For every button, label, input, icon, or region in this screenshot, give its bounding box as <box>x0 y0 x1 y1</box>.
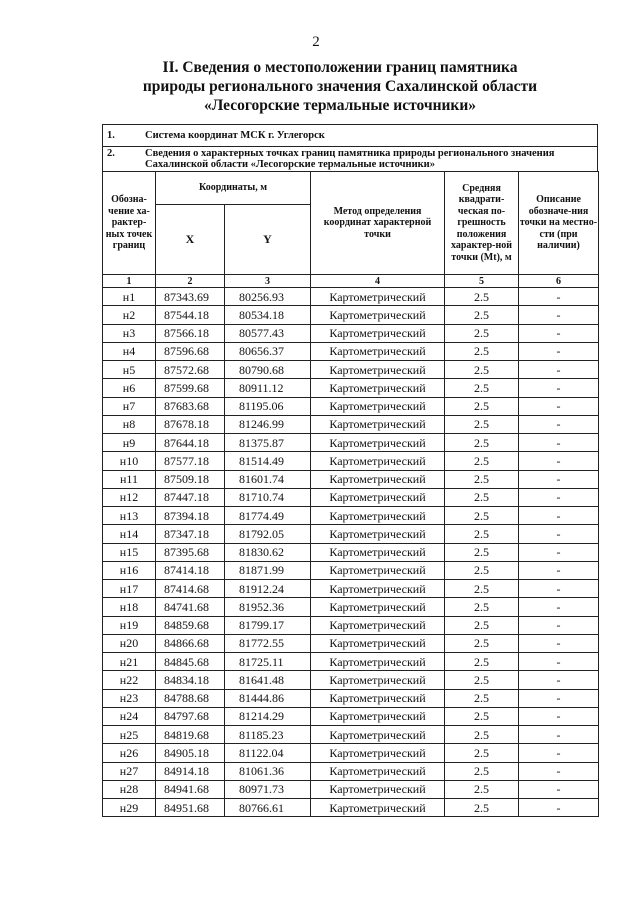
cell-x: 84941.68 <box>156 780 225 798</box>
cell-description: - <box>519 525 599 543</box>
cell-x: 84951.68 <box>156 799 225 817</box>
cell-description: - <box>519 744 599 762</box>
cell-description: - <box>519 799 599 817</box>
cell-error: 2.5 <box>445 507 519 525</box>
cell-x: 87414.18 <box>156 561 225 579</box>
cell-method: Картометрический <box>311 324 445 342</box>
cell-point-id: н3 <box>103 324 156 342</box>
cell-method: Картометрический <box>311 580 445 598</box>
cell-description: - <box>519 543 599 561</box>
header-method: Метод определения координат характерной точки <box>311 172 445 275</box>
cell-x: 87509.18 <box>156 470 225 488</box>
cell-error: 2.5 <box>445 762 519 780</box>
cell-error: 2.5 <box>445 634 519 652</box>
cell-point-id: н16 <box>103 561 156 579</box>
cell-x: 87644.18 <box>156 434 225 452</box>
cell-y: 81725.11 <box>225 653 311 671</box>
cell-point-id: н1 <box>103 288 156 306</box>
cell-error: 2.5 <box>445 525 519 543</box>
cell-error: 2.5 <box>445 780 519 798</box>
cell-x: 84797.68 <box>156 707 225 725</box>
cell-x: 87572.68 <box>156 361 225 379</box>
cell-method: Картометрический <box>311 379 445 397</box>
table-row <box>103 799 599 817</box>
cell-point-id: н4 <box>103 342 156 360</box>
cell-y: 81514.49 <box>225 452 311 470</box>
cell-description: - <box>519 488 599 506</box>
table-row <box>103 452 599 470</box>
cell-method: Картометрический <box>311 653 445 671</box>
cell-y: 81871.99 <box>225 561 311 579</box>
cell-error: 2.5 <box>445 361 519 379</box>
table-row <box>103 379 599 397</box>
cell-point-id: н10 <box>103 452 156 470</box>
cell-error: 2.5 <box>445 707 519 725</box>
header-y: Y <box>225 205 311 275</box>
cell-description: - <box>519 780 599 798</box>
column-number: 4 <box>311 275 445 288</box>
header-x: X <box>156 205 225 275</box>
section-boundary-points <box>102 146 598 171</box>
cell-x: 87577.18 <box>156 452 225 470</box>
cell-error: 2.5 <box>445 488 519 506</box>
cell-x: 87596.68 <box>156 342 225 360</box>
cell-method: Картометрический <box>311 306 445 324</box>
cell-method: Картометрический <box>311 470 445 488</box>
cell-y: 81641.48 <box>225 671 311 689</box>
cell-method: Картометрический <box>311 561 445 579</box>
cell-x: 84845.68 <box>156 653 225 671</box>
cell-point-id: н12 <box>103 488 156 506</box>
cell-method: Картометрический <box>311 288 445 306</box>
table-row <box>103 525 599 543</box>
table-row <box>103 762 599 780</box>
cell-y: 81185.23 <box>225 726 311 744</box>
table-row <box>103 634 599 652</box>
cell-x: 87566.18 <box>156 324 225 342</box>
table-row <box>103 543 599 561</box>
table-row <box>103 342 599 360</box>
header-coordinates: Координаты, м <box>156 172 311 205</box>
title-line-2: природы регионального значения Сахалинской области <box>142 78 538 95</box>
cell-x: 87394.18 <box>156 507 225 525</box>
cell-y: 81772.55 <box>225 634 311 652</box>
cell-y: 80911.12 <box>225 379 311 397</box>
cell-description: - <box>519 689 599 707</box>
cell-point-id: н26 <box>103 744 156 762</box>
cell-error: 2.5 <box>445 288 519 306</box>
column-number: 5 <box>445 275 519 288</box>
table-row <box>103 470 599 488</box>
cell-y: 81710.74 <box>225 488 311 506</box>
cell-y: 81214.29 <box>225 707 311 725</box>
cell-x: 84905.18 <box>156 744 225 762</box>
cell-y: 80766.61 <box>225 799 311 817</box>
cell-description: - <box>519 671 599 689</box>
cell-error: 2.5 <box>445 434 519 452</box>
cell-method: Картометрический <box>311 707 445 725</box>
cell-point-id: н7 <box>103 397 156 415</box>
cell-y: 81792.05 <box>225 525 311 543</box>
cell-error: 2.5 <box>445 324 519 342</box>
cell-y: 81375.87 <box>225 434 311 452</box>
cell-point-id: н17 <box>103 580 156 598</box>
section-coordinate-system <box>102 124 598 146</box>
cell-x: 87395.68 <box>156 543 225 561</box>
cell-x: 84741.68 <box>156 598 225 616</box>
cell-method: Картометрический <box>311 671 445 689</box>
cell-error: 2.5 <box>445 415 519 433</box>
cell-point-id: н6 <box>103 379 156 397</box>
cell-method: Картометрический <box>311 616 445 634</box>
cell-method: Картометрический <box>311 598 445 616</box>
section-number: 1. <box>107 130 115 141</box>
page-number: 2 <box>312 34 320 50</box>
cell-y: 81799.17 <box>225 616 311 634</box>
cell-point-id: н9 <box>103 434 156 452</box>
cell-point-id: н23 <box>103 689 156 707</box>
cell-error: 2.5 <box>445 799 519 817</box>
table-row <box>103 671 599 689</box>
cell-method: Картометрический <box>311 689 445 707</box>
cell-x: 87678.18 <box>156 415 225 433</box>
cell-point-id: н21 <box>103 653 156 671</box>
cell-error: 2.5 <box>445 452 519 470</box>
cell-description: - <box>519 434 599 452</box>
cell-y: 80790.68 <box>225 361 311 379</box>
cell-description: - <box>519 616 599 634</box>
cell-y: 80656.37 <box>225 342 311 360</box>
cell-error: 2.5 <box>445 726 519 744</box>
cell-method: Картометрический <box>311 744 445 762</box>
header-designation: Обозна-чение ха-рактер-ных точек границ <box>103 172 156 275</box>
cell-description: - <box>519 342 599 360</box>
cell-x: 84788.68 <box>156 689 225 707</box>
cell-point-id: н25 <box>103 726 156 744</box>
cell-x: 84834.18 <box>156 671 225 689</box>
table-row <box>103 488 599 506</box>
column-number: 3 <box>225 275 311 288</box>
cell-description: - <box>519 507 599 525</box>
table-row <box>103 306 599 324</box>
cell-method: Картометрический <box>311 507 445 525</box>
cell-y: 81122.04 <box>225 744 311 762</box>
cell-x: 87544.18 <box>156 306 225 324</box>
table-row <box>103 580 599 598</box>
cell-y: 80534.18 <box>225 306 311 324</box>
cell-error: 2.5 <box>445 653 519 671</box>
cell-description: - <box>519 561 599 579</box>
cell-y: 80577.43 <box>225 324 311 342</box>
cell-error: 2.5 <box>445 561 519 579</box>
cell-description: - <box>519 726 599 744</box>
table-row <box>103 324 599 342</box>
cell-error: 2.5 <box>445 598 519 616</box>
cell-x: 87414.68 <box>156 580 225 598</box>
cell-description: - <box>519 415 599 433</box>
title-line-3: «Лесогорские термальные источники» <box>203 97 477 114</box>
cell-point-id: н20 <box>103 634 156 652</box>
cell-error: 2.5 <box>445 543 519 561</box>
cell-x: 87599.68 <box>156 379 225 397</box>
cell-method: Картометрический <box>311 488 445 506</box>
section-number: 2. <box>107 148 115 159</box>
cell-point-id: н22 <box>103 671 156 689</box>
cell-error: 2.5 <box>445 689 519 707</box>
cell-error: 2.5 <box>445 379 519 397</box>
cell-method: Картометрический <box>311 799 445 817</box>
cell-y: 81830.62 <box>225 543 311 561</box>
table-row <box>103 744 599 762</box>
cell-method: Картометрический <box>311 726 445 744</box>
cell-y: 81061.36 <box>225 762 311 780</box>
cell-point-id: н5 <box>103 361 156 379</box>
coordinates-sheet <box>102 124 598 817</box>
header-error: Средняя квадрати-ческая по-грешность положения характер-ной точки (Mt), м <box>445 172 519 275</box>
cell-method: Картометрический <box>311 434 445 452</box>
cell-method: Картометрический <box>311 452 445 470</box>
cell-point-id: н24 <box>103 707 156 725</box>
cell-x: 87343.69 <box>156 288 225 306</box>
table-row <box>103 653 599 671</box>
cell-y: 81774.49 <box>225 507 311 525</box>
cell-x: 87683.68 <box>156 397 225 415</box>
cell-method: Картометрический <box>311 525 445 543</box>
section-text: Сведения о характерных точках границ памятника природы регионального значения Сахалинской области «Лесогорские термальные источники» <box>145 148 555 170</box>
cell-description: - <box>519 397 599 415</box>
table-row <box>103 507 599 525</box>
title-line-1: II. Сведения о местоположении границ памятника <box>162 59 518 76</box>
cell-point-id: н11 <box>103 470 156 488</box>
cell-point-id: н27 <box>103 762 156 780</box>
cell-error: 2.5 <box>445 671 519 689</box>
cell-description: - <box>519 580 599 598</box>
document-title <box>60 58 620 115</box>
column-number: 2 <box>156 275 225 288</box>
cell-description: - <box>519 379 599 397</box>
cell-y: 81601.74 <box>225 470 311 488</box>
cell-error: 2.5 <box>445 470 519 488</box>
cell-x: 84819.68 <box>156 726 225 744</box>
cell-y: 81246.99 <box>225 415 311 433</box>
cell-point-id: н13 <box>103 507 156 525</box>
cell-description: - <box>519 598 599 616</box>
cell-error: 2.5 <box>445 306 519 324</box>
cell-method: Картометрический <box>311 415 445 433</box>
cell-x: 84914.18 <box>156 762 225 780</box>
cell-y: 80256.93 <box>225 288 311 306</box>
cell-description: - <box>519 762 599 780</box>
table-row <box>103 561 599 579</box>
cell-point-id: н2 <box>103 306 156 324</box>
table-row <box>103 689 599 707</box>
cell-description: - <box>519 288 599 306</box>
cell-point-id: н15 <box>103 543 156 561</box>
cell-error: 2.5 <box>445 580 519 598</box>
cell-point-id: н18 <box>103 598 156 616</box>
cell-point-id: н29 <box>103 799 156 817</box>
cell-description: - <box>519 707 599 725</box>
cell-description: - <box>519 306 599 324</box>
cell-method: Картометрический <box>311 543 445 561</box>
cell-error: 2.5 <box>445 342 519 360</box>
header-description: Описание обозначе-ния точки на местно-сти (при наличии) <box>519 172 599 275</box>
cell-y: 81912.24 <box>225 580 311 598</box>
table-row <box>103 288 599 306</box>
section-text: Система координат МСК г. Углегорск <box>145 130 325 141</box>
cell-x: 87347.18 <box>156 525 225 543</box>
cell-y: 81195.06 <box>225 397 311 415</box>
cell-method: Картометрический <box>311 361 445 379</box>
cell-error: 2.5 <box>445 397 519 415</box>
coordinates-table <box>102 171 599 817</box>
cell-method: Картометрический <box>311 634 445 652</box>
column-number: 1 <box>103 275 156 288</box>
cell-method: Картометрический <box>311 762 445 780</box>
cell-point-id: н19 <box>103 616 156 634</box>
cell-description: - <box>519 361 599 379</box>
table-row <box>103 361 599 379</box>
table-row <box>103 780 599 798</box>
cell-y: 81952.36 <box>225 598 311 616</box>
cell-point-id: н8 <box>103 415 156 433</box>
column-number: 6 <box>519 275 599 288</box>
cell-description: - <box>519 470 599 488</box>
table-row <box>103 616 599 634</box>
cell-error: 2.5 <box>445 744 519 762</box>
cell-description: - <box>519 452 599 470</box>
table-row <box>103 598 599 616</box>
cell-x: 87447.18 <box>156 488 225 506</box>
cell-description: - <box>519 324 599 342</box>
table-row <box>103 434 599 452</box>
cell-x: 84866.68 <box>156 634 225 652</box>
cell-error: 2.5 <box>445 616 519 634</box>
table-row <box>103 397 599 415</box>
cell-description: - <box>519 634 599 652</box>
cell-description: - <box>519 653 599 671</box>
cell-point-id: н14 <box>103 525 156 543</box>
cell-method: Картометрический <box>311 397 445 415</box>
table-row <box>103 726 599 744</box>
cell-point-id: н28 <box>103 780 156 798</box>
table-row <box>103 707 599 725</box>
cell-x: 84859.68 <box>156 616 225 634</box>
cell-method: Картометрический <box>311 780 445 798</box>
table-row <box>103 415 599 433</box>
cell-y: 81444.86 <box>225 689 311 707</box>
cell-y: 80971.73 <box>225 780 311 798</box>
cell-method: Картометрический <box>311 342 445 360</box>
